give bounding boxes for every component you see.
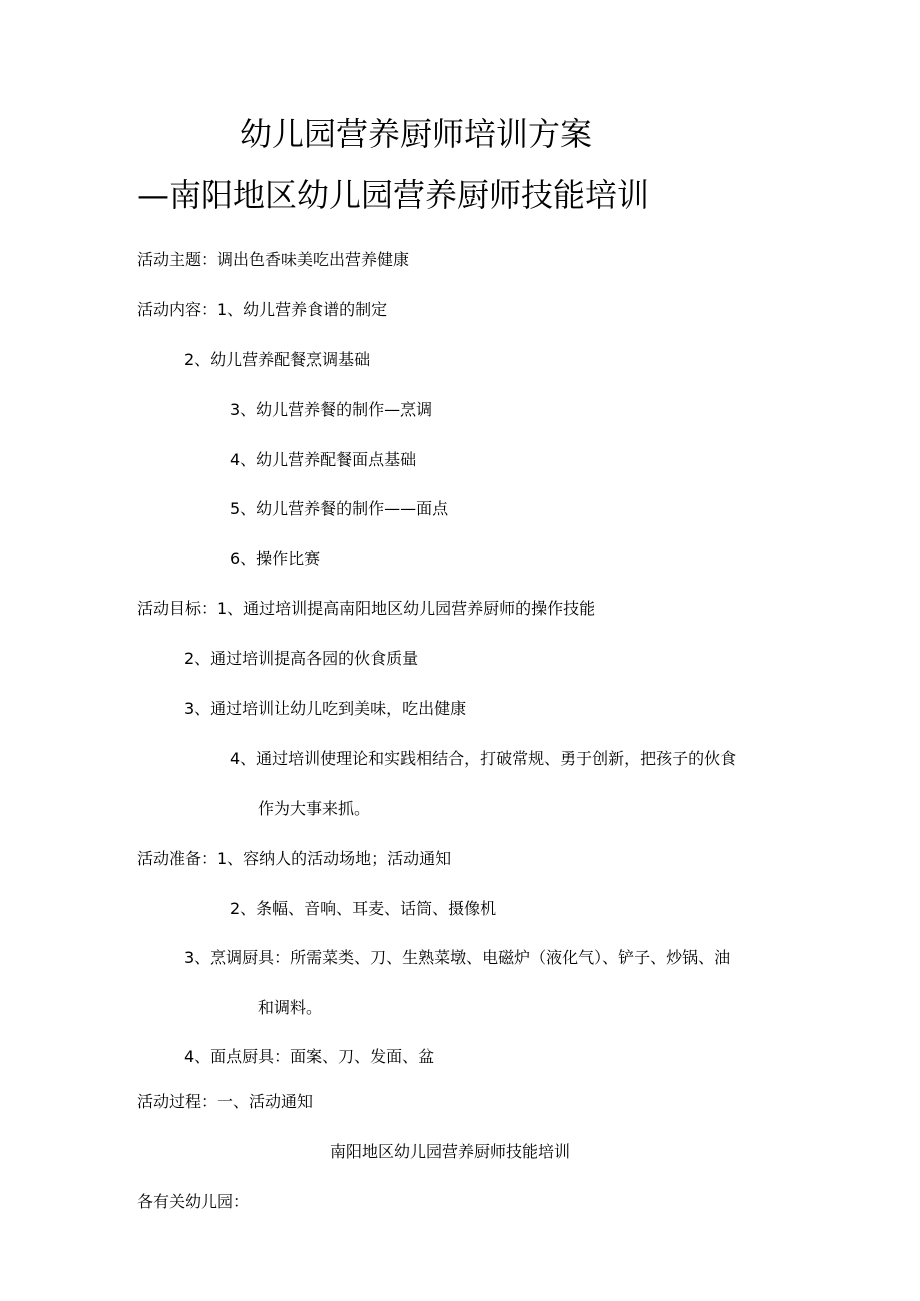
prep-line-3-cont: 和调料。 (258, 998, 323, 1017)
goal-line-2: 2、通过培训提高各园的伙食质量 (184, 649, 419, 668)
theme-line: 活动主题：调出色香味美吃出营养健康 (137, 250, 410, 269)
document-subtitle: —南阳地区幼儿园营养厨师技能培训 (137, 176, 650, 214)
content-line-1: 活动内容：1、幼儿营养食谱的制定 (137, 300, 388, 319)
prep-line-2: 2、条幅、音响、耳麦、话筒、摄像机 (230, 899, 497, 918)
goal-line-1: 活动目标：1、通过培训提高南阳地区幼儿园营养厨师的操作技能 (137, 599, 596, 618)
process-line-1: 活动过程：一、活动通知 (137, 1092, 314, 1111)
content-line-6: 6、操作比赛 (230, 549, 321, 568)
content-line-2: 2、幼儿营养配餐烹调基础 (184, 350, 371, 369)
notice-title: 南阳地区幼儿园营养厨师技能培训 (330, 1142, 571, 1161)
notice-salutation: 各有关幼儿园： (137, 1192, 250, 1211)
goal-line-4-cont: 作为大事来抓。 (258, 799, 371, 818)
prep-line-1: 活动准备：1、容纳人的活动场地；活动通知 (137, 849, 452, 868)
content-line-5: 5、幼儿营养餐的制作——面点 (230, 499, 449, 518)
prep-line-3: 3、烹调厨具：所需菜类、刀、生熟菜墩、电磁炉（液化气）、铲子、炒锅、油 (184, 948, 731, 967)
content-line-3: 3、幼儿营养餐的制作—烹调 (230, 400, 433, 419)
content-line-4: 4、幼儿营养配餐面点基础 (230, 450, 417, 469)
document-title: 幼儿园营养厨师培训方案 (240, 115, 593, 153)
goal-line-4: 4、通过培训使理论和实践相结合，打破常规、勇于创新，把孩子的伙食 (230, 749, 737, 768)
prep-line-4: 4、面点厨具：面案、刀、发面、盆 (184, 1047, 435, 1066)
goal-line-3: 3、通过培训让幼儿吃到美味，吃出健康 (184, 699, 467, 718)
